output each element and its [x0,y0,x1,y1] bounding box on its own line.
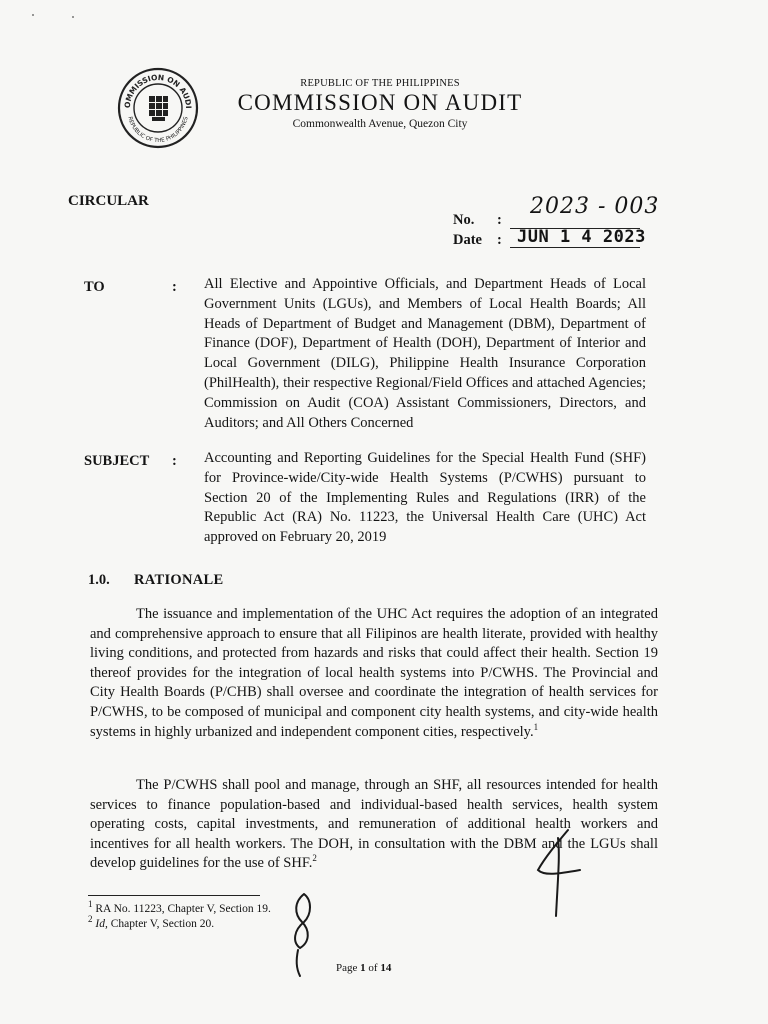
footnote-2-text: Chapter V, Section 20. [110,918,215,930]
doc-type: CIRCULAR [68,193,149,209]
date-stamp: JUN 1 4 2023 [517,227,646,247]
header-republic: REPUBLIC OF THE PHILIPPINES [300,78,460,89]
page-total: 14 [380,962,392,974]
circular-number: 2023 - 003 [530,194,660,219]
to-label: TO [84,279,105,295]
subject-colon: : [172,453,177,469]
seal-text-bottom: REPUBLIC OF THE PHILIPPINES [126,116,190,145]
section-title: RATIONALE [134,572,224,588]
footnote-2 [88,914,215,930]
footnote-2-italic: Id, [95,918,108,930]
footnote-1 [88,899,271,915]
footnote-ref-2: 2 [312,853,317,864]
date-label: Date [453,232,482,248]
footnote-2-mark: 2 [88,914,93,925]
header-address: Commonwealth Avenue, Quezon City [292,118,468,130]
to-colon: : [172,279,177,295]
paragraph-2-text: The P/CWHS shall pool and manage, through an SHF, all resources intended for health services to finance population-based and individual-based health services, health system operating costs, capital investments, and remuneration of additional health workers and incentives for all health workers. The DOH, in consultation with the DBM and the LGUs shall develop guidelines for the use of SHF. [90,777,658,872]
page-number [336,962,391,974]
handwritten-signature-mark [284,888,324,980]
paragraph-1-text: The issuance and implementation of the UHC Act requires the adoption of an integrated and comprehensive approach to ensure that all Filipinos are health literate, provided with healthy living conditions, and protected from hazards and risks that could affect their health. Section 19 thereof provides for the integration of local health systems into P/CWHS. The Provincial and City Health Boards (P/CHB) shall oversee and coordinate the integration of health services for P/CWHS, to be composed of municipal and component city health systems, and city-wide health systems in highly urbanized and independent component cities, respectively. [90,606,658,740]
handwritten-initial-mark [528,826,598,922]
page-of: of [368,962,378,974]
footnote-rule [88,895,260,896]
page-prefix: Page [336,962,358,974]
subject-text: Accounting and Reporting Guidelines for the Special Health Fund (SHF) for Province-wide/City-wide Health Systems (P/CWHS) pursuant to Section 20 of the Implementing Rules and Regulations (IRR) of the Republic Act (RA) No. 11223, the Universal Health Care (UHC) Act approved on February 20, 2019 [204,450,646,546]
coa-seal-icon [116,66,200,150]
footnote-1-text: RA No. 11223, Chapter V, Section 19. [95,903,271,915]
subject-label: SUBJECT [84,453,150,469]
footnote-1-mark: 1 [88,899,93,910]
to-recipients: All Elective and Appointive Officials, and Department Heads of Local Government Units (LGUs), and Members of Local Health Boards; All Heads of Department of Budget and Management (DBM), Department of Finance (DOF), Department of Health (DOH), Department of Interior and Local Government (DILG), Philippine Health Insurance Corporation (PhilHealth), their respective Regional/Field Offices and attached Agencies; Commission on Audit (COA) Assistant Commissioners, Directors, and Auditors; and All Others Concerned [204,276,646,431]
date-colon: : [497,232,502,248]
header-agency: COMMISSION ON AUDIT [237,90,523,115]
seal-text-top: OMMISSION ON AUDI [122,72,194,109]
scan-speck [32,14,34,16]
footnote-ref-1: 1 [533,721,539,732]
page-current: 1 [360,962,366,974]
number-label: No. [453,212,475,228]
section-number: 1.0. [88,572,110,588]
scan-speck [72,16,74,18]
rationale-paragraph-1 [90,605,658,742]
number-colon: : [497,212,502,228]
date-underline [510,247,640,248]
